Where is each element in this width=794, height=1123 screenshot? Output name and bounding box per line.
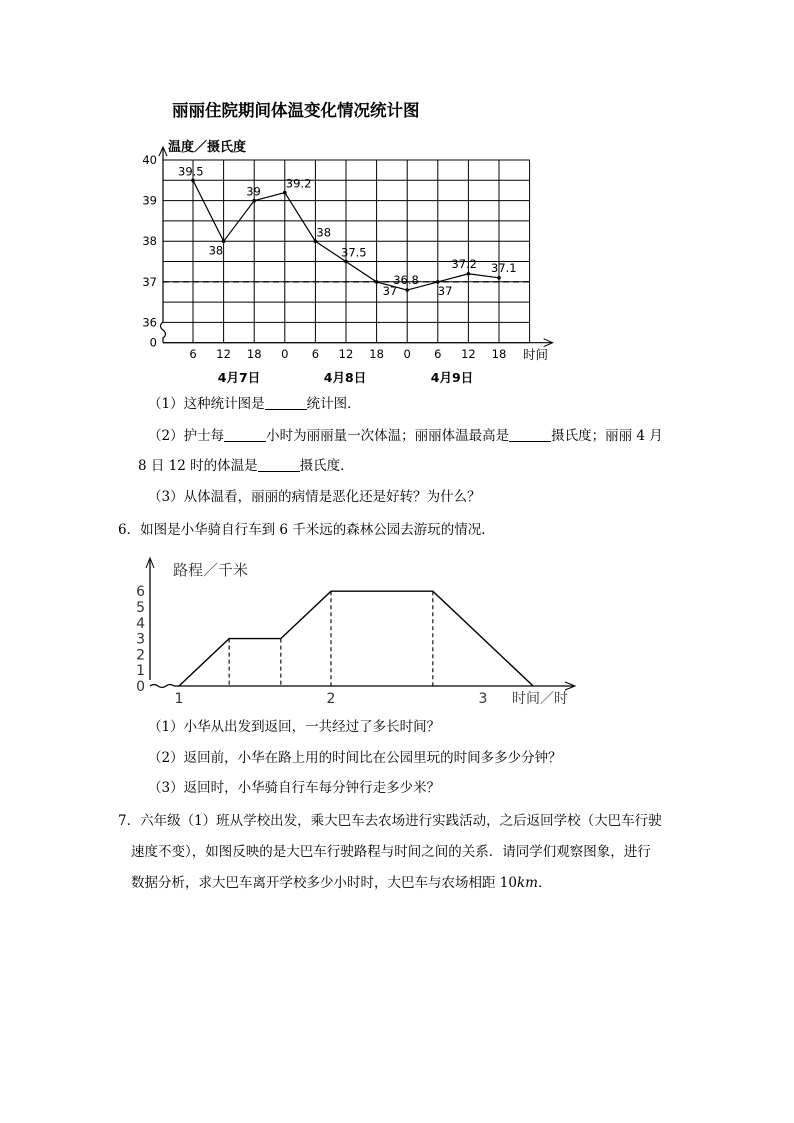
q6-part2: （2）返回前，小华在路上用的时间比在公园里玩的时间多多少分钟？ <box>148 750 562 766</box>
y-tick-label: 0 <box>149 335 157 350</box>
q7-line2: 速度不变），如图反映的是大巴车行驶路程与时间之间的关系．请同学们观察图象，进行 <box>131 844 651 860</box>
q6-stem: 6．如图是小华骑自行车到 6 千米远的森林公园去游玩的情况． <box>118 522 495 538</box>
x-tick-label: 12 <box>338 347 354 361</box>
x-tick-label: 6 <box>311 347 320 361</box>
y-tick-label: 4 <box>136 615 145 632</box>
y-tick-label: 0 <box>136 679 145 695</box>
y-tick-label: 5 <box>136 600 145 616</box>
q6-part1: （1）小华从出发到返回，一共经过了多长时间？ <box>148 719 441 735</box>
point-value-label: 37.5 <box>341 245 367 260</box>
y-tick-label: 1 <box>136 663 145 680</box>
x-tick-label: 1 <box>174 691 184 707</box>
chart2-ylabel: 路程／千米 <box>173 561 249 579</box>
point-value-label: 39.5 <box>178 164 204 179</box>
x-tick-label: 3 <box>478 691 488 707</box>
x-tick-label: 0 <box>281 347 289 361</box>
x-tick-label: 0 <box>403 347 411 361</box>
x-tick-label: 18 <box>246 347 262 361</box>
distance-line <box>179 591 533 686</box>
q7-line1: 7．六年级（1）班从学校出发，乘大巴车去农场进行实践活动，之后返回学校（大巴车行驶 <box>118 813 662 829</box>
chart1-ylabel: 温度／摄氏度 <box>168 140 247 155</box>
x-tick-label: 2 <box>326 691 336 707</box>
axis-break <box>150 685 174 688</box>
y-tick-label: 3 <box>136 631 145 648</box>
q5-p1-end: 统计图． <box>306 396 361 412</box>
q5-p2-b: 小时为丽丽量一次体温；丽丽体温最高是 <box>266 428 510 444</box>
y-tick-label: 38 <box>142 234 157 249</box>
x-tick-label: 6 <box>434 347 442 361</box>
chart1-title: 丽丽住院期间体温变化情况统计图 <box>172 101 420 120</box>
x-tick-label: 18 <box>491 347 507 361</box>
x-tick-label: 12 <box>216 347 231 361</box>
q7-line3-text: 数据分析，求大巴车离开学校多少小时时，大巴车与农场相距 10 <box>131 875 517 891</box>
x-tick-label: 18 <box>369 347 384 361</box>
y-tick-label: 36 <box>142 315 157 330</box>
point-value-label: 37.2 <box>451 256 478 271</box>
q5-p2-d: 8 日 12 时的体温是 <box>138 458 258 474</box>
q7-line3 <box>131 874 551 892</box>
q5-p2-a: （2）护士每 <box>148 428 225 444</box>
chart2-xlabel: 时间／时 <box>512 691 568 707</box>
q5-p1-text: （1）这种统计图是 <box>148 396 265 412</box>
y-tick-label: 37 <box>142 274 157 289</box>
q7-unit: km <box>516 875 538 891</box>
x-tick-label: 12 <box>461 347 476 361</box>
date-label: 4月8日 <box>323 370 367 385</box>
y-tick-label: 39 <box>142 193 157 208</box>
point-value-label: 38 <box>208 243 224 258</box>
point-value-label: 36.8 <box>393 273 419 288</box>
q6-part3: （3）返回时，小华骑自行车每分钟行走多少米？ <box>148 780 441 796</box>
point-value-label: 37 <box>382 283 398 298</box>
y-tick-label: 6 <box>136 584 145 601</box>
q5-p2-c: 摄氏度；丽丽 4 月 <box>551 428 663 444</box>
q7-line3-end: ． <box>537 875 552 891</box>
y-tick-label: 40 <box>142 153 157 167</box>
point-value-label: 39 <box>246 184 261 199</box>
point-value-label: 38 <box>316 225 332 240</box>
date-label: 4月9日 <box>430 370 474 385</box>
chart1-xlabel: 时间 <box>523 347 549 362</box>
y-tick-label: 2 <box>136 647 145 664</box>
point-value-label: 37 <box>437 283 453 298</box>
point-value-label: 37.1 <box>491 260 517 275</box>
point-value-label: 39.2 <box>285 176 312 191</box>
q5-p2-e: 摄氏度． <box>299 458 354 474</box>
date-label: 4月7日 <box>217 370 261 385</box>
q5-part3: （3）从体温看，丽丽的病情是恶化还是好转？为什么？ <box>148 489 481 505</box>
x-tick-label: 6 <box>189 347 197 361</box>
